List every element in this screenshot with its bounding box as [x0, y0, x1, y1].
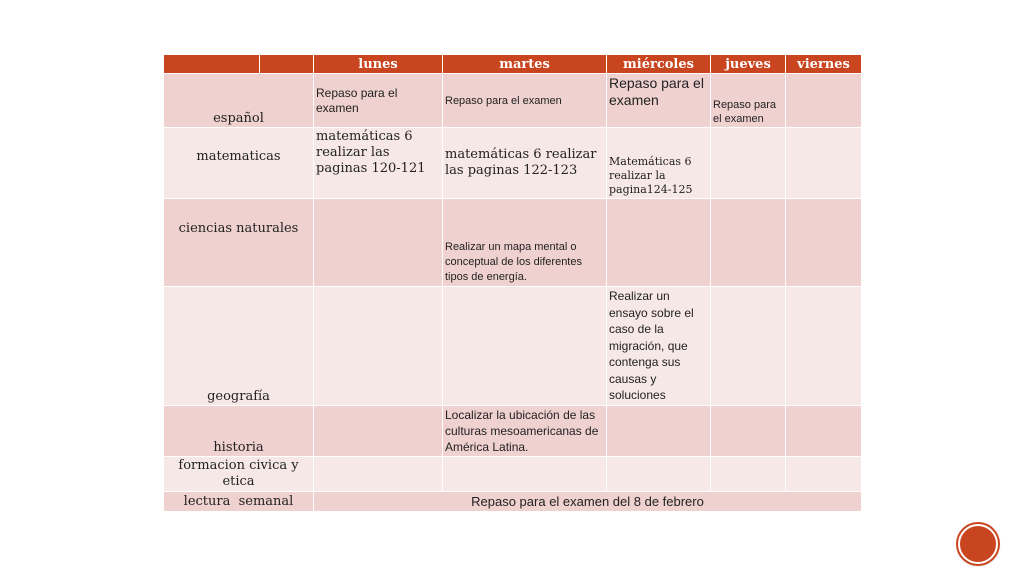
table-row — [164, 128, 862, 199]
cell-geografia-miercoles: Realizar un ensayo sobre el caso de la migración, que contenga sus causas y soluciones — [607, 287, 711, 406]
subject-formacion-civica: formacion civica y etica — [164, 456, 314, 491]
table-row — [164, 199, 862, 287]
cell-espanol-jueves: Repaso para el examen — [711, 74, 786, 128]
table-row — [164, 287, 862, 406]
cell-civica-martes — [443, 456, 607, 491]
cell-civica-miercoles — [607, 456, 711, 491]
cell-ciencias-lunes — [314, 199, 443, 287]
subject-historia: historia — [164, 405, 314, 456]
cell-espanol-martes: Repaso para el examen — [443, 74, 607, 128]
table-row — [164, 405, 862, 456]
cell-civica-lunes — [314, 456, 443, 491]
cell-historia-martes: Localizar la ubicación de las culturas mesoamericanas de América Latina. — [443, 405, 607, 456]
cell-civica-viernes — [786, 456, 862, 491]
cell-matematicas-miercoles: Matemáticas 6 realizar la pagina124-125 — [607, 128, 711, 199]
cell-geografia-jueves — [711, 287, 786, 406]
cell-geografia-martes — [443, 287, 607, 406]
cell-civica-jueves — [711, 456, 786, 491]
table-row — [164, 74, 862, 128]
cell-matematicas-lunes: matemáticas 6 realizar las paginas 120-121 — [314, 128, 443, 199]
header-corner-left — [164, 55, 260, 74]
cell-ciencias-martes: Realizar un mapa mental o conceptual de los diferentes tipos de energía. — [443, 199, 607, 287]
subject-matematicas: matematicas — [164, 128, 314, 199]
cell-ciencias-jueves — [711, 199, 786, 287]
cell-espanol-lunes: Repaso para el examen — [314, 74, 443, 128]
cell-matematicas-viernes — [786, 128, 862, 199]
schedule-table — [163, 54, 862, 512]
cell-ciencias-miercoles — [607, 199, 711, 287]
header-day-lunes: lunes — [314, 55, 443, 74]
cell-historia-lunes — [314, 405, 443, 456]
cell-historia-jueves — [711, 405, 786, 456]
header-corner-right — [260, 55, 314, 74]
subject-geografia: geografía — [164, 287, 314, 406]
circle-nav-icon[interactable] — [958, 524, 998, 564]
table-row — [164, 456, 862, 491]
cell-espanol-miercoles: Repaso para el examen — [607, 74, 711, 128]
cell-geografia-viernes — [786, 287, 862, 406]
subject-lectura-semanal: lectura semanal — [164, 491, 314, 511]
cell-matematicas-martes: matemáticas 6 realizar las paginas 122-123 — [443, 128, 607, 199]
cell-lectura-merged: Repaso para el examen del 8 de febrero — [314, 491, 862, 511]
cell-geografia-lunes — [314, 287, 443, 406]
cell-ciencias-viernes — [786, 199, 862, 287]
subject-espanol: español — [164, 74, 314, 128]
header-day-miercoles: miércoles — [607, 55, 711, 74]
subject-ciencias-naturales: ciencias naturales — [164, 199, 314, 287]
header-day-jueves: jueves — [711, 55, 786, 74]
table-row — [164, 491, 862, 511]
header-day-viernes: viernes — [786, 55, 862, 74]
cell-espanol-viernes — [786, 74, 862, 128]
header-day-martes: martes — [443, 55, 607, 74]
cell-matematicas-jueves — [711, 128, 786, 199]
header-row — [164, 55, 862, 74]
cell-historia-miercoles — [607, 405, 711, 456]
cell-historia-viernes — [786, 405, 862, 456]
